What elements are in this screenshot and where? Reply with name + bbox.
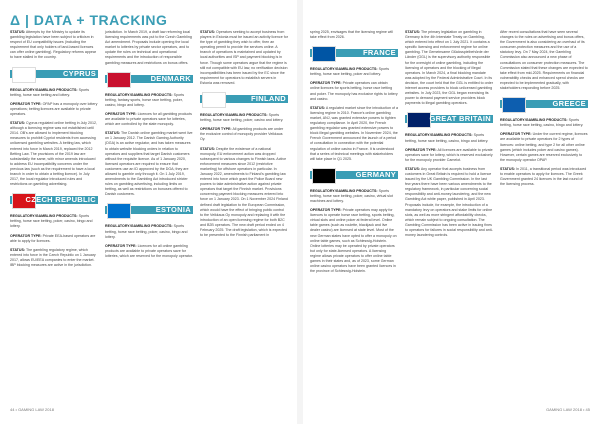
country-heading (310, 46, 398, 61)
body-paragraph (310, 189, 398, 204)
country-flag-icon (407, 112, 431, 128)
text-column-6 (500, 30, 588, 191)
body-text: jurisdiction. In March 2019, a draft law reforming local licensing requirements was put to the Czech Gambling Act amendment. Proposals include opening the local market to lotteries by private sector operators, and to update the rules on technical and operational requirements and the introduction of responsible gambling measures and restrictions on bonus offers. (105, 30, 192, 65)
body-text: Private EEA-based operators are able to apply for licences. (10, 233, 96, 243)
section-label: STATUS: (310, 105, 326, 110)
section-label: OPERATOR TYPE: (405, 147, 437, 152)
body-paragraph (405, 148, 493, 163)
body-paragraph (310, 81, 398, 101)
section-label: STATUS: (200, 146, 216, 151)
body-paragraph (405, 133, 493, 143)
country-name: GERMANY (355, 169, 396, 179)
section-label: STATUS: (105, 131, 121, 136)
body-paragraph (310, 208, 398, 274)
body-paragraph (105, 30, 193, 66)
country-name: FRANCE (362, 48, 396, 58)
country-name: GREECE (552, 99, 586, 109)
country-flag-icon (12, 67, 36, 83)
country-heading (10, 67, 98, 82)
country-flag-icon (107, 203, 131, 219)
section-label: OPERATOR TYPE: (10, 101, 42, 106)
body-paragraph (200, 147, 288, 239)
section-label: STATUS: (405, 30, 421, 34)
body-paragraph (105, 244, 193, 259)
body-paragraph (105, 93, 193, 108)
body-text: After recent consultations that have seen several changes to the rules on advertising and bonus offers, the Government is also considering an overhaul of its consumer-protection measures and the use of a statutory levy. On 7 May 2024, the Gambling Commission also announced a new phase of consultations on consumer protection measures. The Commission stated that these changes are expected to take effect from mid-2025. Requirements on financial vulnerability checks and enhanced spend checks are expected to be implemented gradually, with stakeholders responding before 2025. (500, 30, 588, 91)
body-text: Sports betting, horse race betting, poker and lottery. (310, 67, 390, 77)
section-label: REGULATORY/GAMBLING PRODUCTS: (200, 113, 268, 118)
footer-right: GAMING LAW 2018 • 45 (546, 407, 590, 412)
body-text: Sports betting, horse race betting, casino, bingo and lottery. (405, 133, 489, 143)
section-label: OPERATOR TYPE: (10, 233, 42, 238)
country-heading (500, 97, 588, 112)
country-flag-icon (502, 97, 526, 113)
body-text: All gambling products are under the exclusive control of monopoly provider Veikkaus Oy. (200, 127, 284, 142)
body-paragraph (500, 132, 588, 163)
body-paragraph (405, 30, 493, 106)
body-text: The Danish online gambling market went live on 1 January 2012. The Danish Gaming Authority (DGA) is an active regulator, and has taken measures to obtain website blocking orders in relation to operators and suppliers that target Danish customers without the requisite licence. As of 1 January 2020, licensed operators are required to ensure that customers use an ID approved by the DGA; they are allowed to gamble only through it. On 1 July 2019, amendments to the Gambling Act introduced stricter rules on gambling advertising, including limits on betting, as well as restrictions on bonuses offered to Danish customers. (105, 131, 193, 197)
text-column-3 (200, 30, 288, 242)
section-label: STATUS: (10, 30, 26, 34)
body-text: Any operator that accepts business from customers in Great Britain is required to hold a licence issued by the UK Gambling Commission. In the last few years there have been various amendments to the regulatory framework, in particular concerning social responsibility and anti-money laundering, and the new Gambling Act white paper, published in April 2023. Proposals include, for example, the introduction of a mandatory levy on operators and stake limits for online slots, as well as more stringent affordability checks, which remain subject to ongoing consultation. The Gambling Commission has been active in issuing fines to operators for failures in social responsibility and anti-money laundering controls. (405, 166, 493, 238)
body-text: Sports betting, horse race betting, poker, casino, bingo and lottery. (10, 214, 93, 229)
body-text: spring 2025, envisages that the licensing regime will take effect from 2026. (310, 30, 393, 40)
country-heading (200, 92, 288, 107)
body-text: Private operators can obtain online licences for sports betting, horse race betting and poker. The monopoly has exclusive rights to lottery and casino. (310, 81, 398, 101)
country-flag-icon (107, 72, 131, 88)
section-label: OPERATOR TYPE: (105, 111, 137, 116)
body-text: The primary legislation on gambling in Germany is the 4th Interstate Treaty on Gambling, which entered into effect on 1 July 2021. It contains a specific licensing and enforcement regime for online gambling. The Gemeinsame Glücksspielbehörde der Länder (GGL) is the supervisory authority responsible for the oversight of online gambling, including the licensing of operators and the blocking of illegal operators. In March 2024, a final blocking mandate was adopted by the Federal Administrative Court. In its decision, the court held that the GGL is entitled to order internet access providers to block unlicensed gambling websites. In July 2023, the GGL began exercising its power to demand payment service providers block payments to illegal gambling operators. (405, 30, 493, 106)
body-paragraph (500, 118, 588, 128)
body-paragraph (105, 112, 193, 127)
text-column-2 (105, 30, 193, 263)
section-label: OPERATOR TYPE: (105, 243, 137, 248)
body-paragraph (10, 88, 98, 98)
section-label: REGULATORY/GAMBLING PRODUCTS: (310, 188, 378, 193)
footer-left: 44 • GAMING LAW 2018 (10, 407, 54, 412)
body-text: Licences for all online gambling products are available to private operators save for lotteries, which are reserved for the monopoly operator. (105, 243, 193, 258)
country-flag-icon (202, 92, 226, 108)
country-name: CZECH REPUBLIC (25, 195, 96, 205)
body-paragraph (200, 113, 288, 123)
body-paragraph (200, 30, 288, 86)
country-heading (105, 203, 193, 218)
body-text: Despite the existence of a national monopoly, EU enforcement action was dropped subsequent to various changes to Finnish laws. Active enforcement measures since 2012 (restrictive marketing) for offshore operators in particular. In January 2022, amendments to Finland's gambling law entered into force which grant the Police Board new powers to take administrative action against private operators that target the Finnish market. Provisions concerning payment blocking measures entered into force on 1 January 2023. On 1 November 2024 Finland defined draft legislation to the European Commission, which would have the effect of bringing public control to the Veikkaus Oy monopoly and replacing it with the introduction of an open licensing regime for both B2C and B2B operators. The new draft period ended on 4 February 2025. The draft legislation, which is expected to be presented to the Finnish parliament in (200, 146, 288, 238)
body-text: Attempts by the Ministry to update its gambling legislation have been subject to criticism in respect of EU compatibility issues (including the requirement that only holders of land-based licences can offer online gambling). Regulatory reforms appear to have stalled in the country. (10, 30, 97, 60)
country-flag-icon (312, 168, 336, 184)
body-text: A regulated market since the introduction of a licensing regime in 2010. France's online gambling market, ANJ, was granted extensive powers to tighten regulatory compliance. In April 2020, the French gambling regulator was granted extensive powers to block illegal gambling websites. In November 2024, the French Government announced the launch of a period of consultation in connection with the potential regulation of online casino in France. It is understood that a series of technical meetings with stakeholders will take place in Q1 2025. (310, 105, 398, 161)
body-paragraph (310, 30, 398, 40)
body-paragraph (105, 131, 193, 197)
body-text: All licences are available to private operators save for lottery, which is reserved exclusively for the monopoly provider Camelot. (405, 147, 493, 162)
country-heading (310, 168, 398, 183)
body-paragraph (500, 30, 588, 91)
country-heading (10, 193, 98, 208)
body-paragraph (200, 127, 288, 142)
body-text: Operators seeking to accept business from players in Estonia must be issued an activity licence for the type of gambling they wish to offer, then an operating permit to provide the services online. A branch of operations is maintained and updated by local authorities and ISP and payment blocking is in force. Though some operators argue that the regime is still not compatible with EU law, no verification decision incompatibilities has been issued by the EC since the requirement for operators to establish servers in Estonia was removed. (200, 30, 288, 85)
country-name: GREAT BRITAIN (429, 114, 491, 124)
section-label: STATUS: (10, 121, 26, 126)
section-label: REGULATORY/GAMBLING PRODUCTS: (310, 67, 378, 72)
text-column-4 (310, 30, 398, 278)
body-text: Sports betting, horse race betting, poker, casino, virtual slot machines and lottery. (310, 188, 393, 203)
section-label: STATUS: (10, 247, 26, 252)
section-label: OPERATOR TYPE: (200, 127, 232, 132)
body-paragraph (10, 214, 98, 229)
body-text: Cyprus regulated online betting in July 2012, although a licensing regime was not established until 2014. OB's are allowed to implement blocking measures to prohibit Cypriot residents from accessing unlicensed gambling websites. A betting law, which entered into force in March 2019, replaced the 2012 Betting Law. The provisions of the 2019 law are substantially the same, with minor amends introduced to address EU incompatibility concerns under the previous law (such as the requirement to have a local branch in order to obtain a betting licence). In July 2017, the local regulator introduced rules and restrictions on gambling advertising. (10, 121, 97, 187)
body-paragraph (10, 30, 98, 61)
country-heading (105, 72, 193, 87)
body-paragraph (500, 167, 588, 187)
body-paragraph (10, 248, 98, 268)
body-paragraph (405, 167, 493, 238)
section-label: REGULATORY/GAMBLING PRODUCTS: (10, 87, 78, 92)
body-paragraph (105, 224, 193, 239)
country-name: DENMARK (150, 73, 191, 83)
country-name: CYPRUS (62, 68, 96, 78)
text-column-1 (10, 30, 98, 272)
section-label: OPERATOR TYPE: (310, 208, 342, 213)
body-text: Sports betting, horse race betting, casino, bingo and lottery. (500, 118, 584, 128)
body-paragraph (10, 102, 98, 117)
page-gutter (297, 0, 303, 424)
section-label: STATUS: (405, 166, 421, 171)
body-text: Sports betting, horse race betting, poker, casino and lottery. (200, 113, 284, 123)
country-heading (405, 112, 493, 127)
country-name: ESTONIA (155, 205, 191, 215)
section-label: STATUS: (200, 30, 216, 34)
body-paragraph (10, 121, 98, 187)
body-text: In 2011, a transitional period was introduced to enable operators to apply for licences. The Greek Government granted 24 licences in the last round of the licensing process. (500, 166, 587, 187)
page-title: Δ | DATA + TRACKING (10, 12, 168, 28)
body-paragraph (310, 106, 398, 162)
section-label: STATUS: (500, 166, 516, 171)
section-label: REGULATORY/GAMBLING PRODUCTS: (105, 224, 173, 229)
body-text: Private operators may apply for licences to operate horse race betting, sports betting, virtual slots and online poker at federal level. Online table games (such as roulette, blackjack and live dealer casino) are licensed at state level. Most of the new German states have opted to offer a monopoly on online table games, such as Schleswig-Holstein. Online lotteries may be operated by private operators but only for state-licensed operators. A licensing regime allows private operators to offer online table games in their states and, as of 2023, some German online casino operators have been granted licences in the province of Schleswig-Holstein. (310, 208, 397, 274)
body-text: Licences for all gambling products are available to private operators save for lotteries, which are controlled by the state monopoly. (105, 111, 192, 127)
section-label: REGULATORY/GAMBLING PRODUCTS: (405, 133, 473, 138)
body-text: OPAP has a monopoly over lottery operations; betting licences are available to private operators. (10, 101, 98, 116)
section-label: REGULATORY/GAMBLING PRODUCTS: (500, 118, 568, 123)
section-label: OPERATOR TYPE: (500, 132, 532, 137)
country-flag-icon (312, 46, 336, 62)
body-paragraph (310, 67, 398, 77)
body-text: Sports betting, fantasy sports, horse race betting, poker, casino, bingo and lottery. (105, 92, 185, 107)
body-text: Under the current regime, licences are available to private operators for 2 types of licences: online betting, and type 2 for all other online games (which includes poker and casino games). However, certain games are reserved exclusively to the monopoly operator OPAP. (500, 132, 588, 162)
country-name: FINLAND (250, 94, 286, 104)
body-paragraph (10, 234, 98, 244)
text-column-5 (405, 30, 493, 242)
section-label: REGULATORY/GAMBLING PRODUCTS: (10, 214, 78, 219)
section-label: REGULATORY/GAMBLING PRODUCTS: (105, 92, 173, 97)
body-text: The gambling regulatory regime, which entered into force in the Czech Republic on 1 January 2017, allows EU/EEA companies to enter the market. IBP blocking measures are active in the jurisdiction. (10, 247, 96, 267)
body-text: Sports betting, horse race betting and lottery. (10, 87, 90, 97)
body-text: Sports betting, horse race betting, poker, casino, bingo and lottery. (105, 224, 188, 239)
section-label: OPERATOR TYPE: (310, 81, 342, 86)
